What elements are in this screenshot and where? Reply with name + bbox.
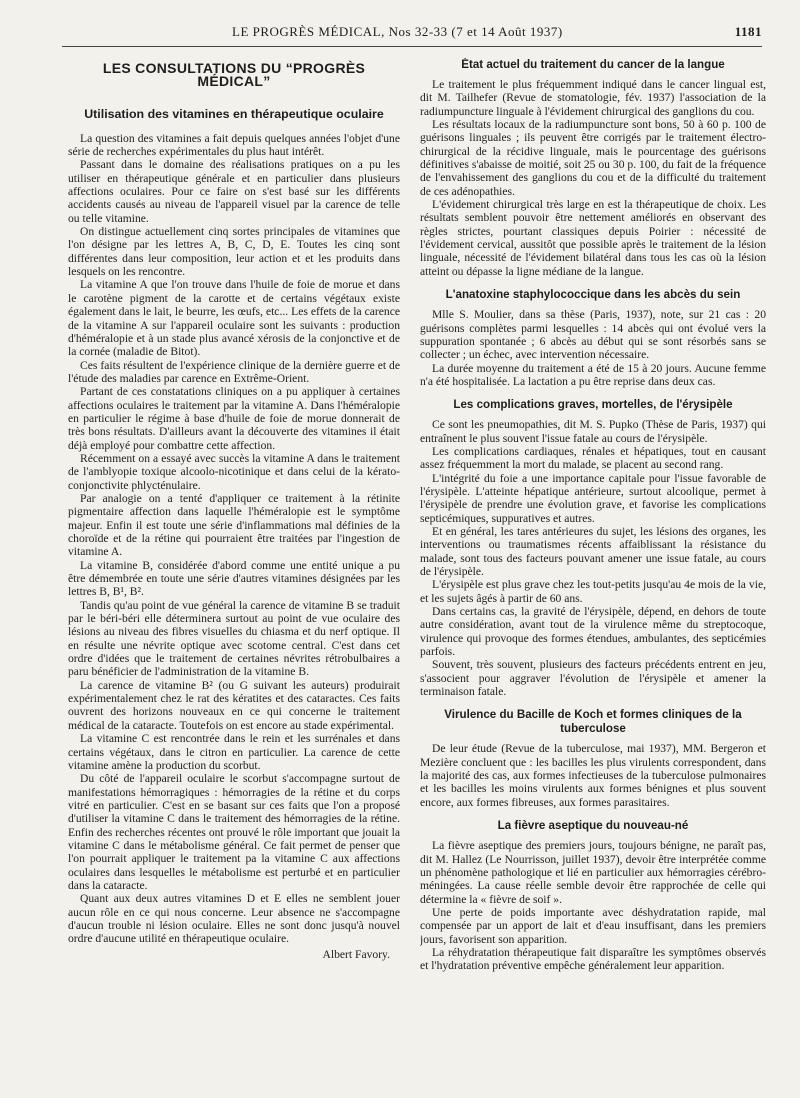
header-title: LE PROGRÈS MÉDICAL, Nos 32-33 (7 et 14 Août 1937) [232,24,563,39]
paragraph: Du côté de l'appareil oculaire le scorbut s'accompagne surtout de manifestations hémorragiques : hémorragies de la rétine et du corps vitré en particulier. C'est en se basant sur ces faits que l'on a proposé d'utiliser la vitamine C dans le traitement des hémorragies de la rétine. Enfin des recherches récentes ont prouvé le rôle important que jouait la vitamine C dans le métabolisme général. Ce fait permet de penser que l'on pourrait appliquer le traitement pa la vitamine C aux affections oculaires dans lesquelles le métabolisme est perturbé et en particulier dans la cataracte. [68,772,400,892]
paragraph: La réhydratation thérapeutique fait disparaître les symptômes observés et l'hydratation préventive empêche généralement leur apparition. [420,945,766,973]
paragraph: L'évidement chirurgical très large en est la thérapeutique de choix. Les résultats semblent pouvoir être nettement améliorés en observant des règles strictes, pourtant classiques depuis Poirier : nécessité de l'évidement cervical, aussitôt que possible après le traitement de la lésion linguale, nécessité de l'évidement bilatéral dans tous les cas où la lésion atteint ou dépasse la ligne médiane de la langue. [420,198,766,278]
paragraph: De leur étude (Revue de la tuberculose, mai 1937), MM. Bergeron et Mezière concluent que : les bacilles les plus virulents correspondent, dans la majorité des cas, aux formes infectieuses de la tuberculose pulmonaires et les bacilles les moins virulents aux formes bénignes et plus souvent encore, aux formes fibreuses, aux formes parasitaires. [420,742,766,809]
paragraph: La durée moyenne du traitement a été de 15 à 20 jours. Aucune femme n'a été hospitalisée. La lactation a pu être reprise dans deux cas. [420,361,766,388]
paragraph: Dans certains cas, la gravité de l'érysipèle, dépend, en dehors de toute autre considération, avant tout de la virulence même du streptocoque, virulence qui provoque des formes étendues, ambulantes, des septicémies parfois. [420,605,766,659]
paragraph: La vitamine A que l'on trouve dans l'huile de foie de morue et dans le carotène pigment de la carotte et de certains végétaux existe également dans le lait, le beurre, les œufs, etc... Les effets de la carence de la vitamine A sur l'appareil oculaire sont les suivants : production d'héméralopie et à un stade plus avancé xérosis de la conjonctive et de la cornée (maladie de Bitot). [68,278,400,359]
paragraph: Les complications cardiaques, rénales et hépatiques, tout en causant assez fréquemment la mort du malade, se placent au second rang. [420,444,766,472]
paragraph: Et en général, les tares antérieures du sujet, les lésions des organes, les interventions ou traumatismes récents affaiblissant la résistance du malade, sont tous des facteurs pouvant amener une issue fatale, au cours de l'érysipèle. [420,524,766,578]
article-title: Utilisation des vitamines en thérapeutique oculaire [84,106,384,121]
paragraph: La question des vitamines a fait depuis quelques années l'objet d'une série de recherches expérimentales du plus haut intérêt. [68,131,400,159]
paragraph: Par analogie on a tenté d'appliquer ce traitement à la rétinite pigmentaire affection dans laquelle l'héméralopie est le symptôme majeur. Enfin il est toute une série d'inflammations mal définies de la choroïde et de la rétine qui pourraient être traitées par l'ingestion de vitamine A. [68,491,400,559]
article-title: État actuel du traitement du cancer de la langue [461,58,725,71]
paragraph: Souvent, très souvent, plusieurs des facteurs précédents entrent en jeu, s'associent pour aggraver l'évolution de l'érysipèle et amener la terminaison fatale. [420,658,766,699]
article-title: L'anatoxine staphylococcique dans les abcès du sein [445,288,741,302]
paragraph: Récemment on a essayé avec succès la vitamine A dans le traitement de l'amblyopie toxique alcoolo-nicotinique et dans celui de la kérato-conjonctivite phlycténulaire. [68,451,400,492]
paragraph: La carence de vitamine B² (ou G suivant les auteurs) produirait expérimentalement chez le rat des kératites et des cataractes. Ces faits ouvrent des horizons nouveaux en ce qui concerne le traitement médical de la cataracte. Toutefois on est encore au stade expérimental. [68,678,400,732]
paragraph: Une perte de poids importante avec déshydratation rapide, mal compensée par un apport de lait et d'eau insuffisant, dans les premiers jours, favorisent son apparition. [420,905,766,946]
paragraph: L'érysipèle est plus grave chez les tout-petits jusqu'au 4e mois de la vie, et les sujets âgés à partir de 60 ans. [420,578,766,605]
right-column [420,58,766,1083]
author-signature: Albert Favory. [322,947,390,961]
paragraph: L'intégrité du foie a une importance capitale pour l'issue favorable de l'érysipèle. L'atteinte hépatique antérieure, surtout alcoolique, permet à l'érysipèle de prendre une évolution grave, et favorise les complications septicémiques, suppuratives et autres. [420,471,766,525]
paragraph: Quant aux deux autres vitamines D et E elles ne semblent jouer aucun rôle en ce qui nous concerne. Leur absence ne s'accompagne d'aucun trouble ni lésion oculaire. Elles ne sont donc jusqu'à nouvel ordre d'aucune utilité en thérapeutique oculaire. [68,892,400,946]
page-number: 1181 [734,24,762,39]
paragraph: Tandis qu'au point de vue général la carence de vitamine B se traduit par le béri-béri elle déterminera surtout au point de vue oculaire des lésions au niveau des fibres visuelles du chiasma et du nerf optique. Il en résulte une névrite optique avec scotome central. C'est dans cet ordre d'idées que le traitement de certaines névrites rétrobulbaires a paru bénéficier de l'administration de la vitamine B. [68,598,400,679]
left-column [68,58,400,1083]
paragraph: La vitamine B, considérée d'abord comme une entité unique a pu être démembrée en toute une série d'autres vitamines désignées par les lettres B, B¹, B². [68,558,400,599]
paragraph: La fièvre aseptique des premiers jours, toujours bénigne, ne paraît pas, dit M. Hallez (Le Nourrisson, juillet 1937), devoir être interprétée comme un phénomène pathologique et lié en particulier aux hémorragies cérébro-méningées. La cause réelle semble devoir être rapprochée de celle qui détermine la « fièvre de soif ». [420,839,766,906]
article-title: Les complications graves, mortelles, de l'érysipèle [453,398,733,412]
article-title: La fièvre aseptique du nouveau-né [497,819,689,833]
article-title: Virulence du Bacille de Koch et formes cliniques de la tuberculose [444,708,742,736]
paragraph: Mlle S. Moulier, dans sa thèse (Paris, 1937), note, sur 21 cas : 20 guérisons complètes parmi lesquelles : 14 abcès qui ont évolué vers la suppuration spontanée ; 6 abcès au début qui se sont résorbés sans se collecter ; un échec, avec intervention nécessaire. [420,308,766,362]
paragraph: Passant dans le domaine des réalisations pratiques on a pu les utiliser en thérapeutique générale et en particulier dans plusieurs affections oculaires. Pour ce faire on s'est basé sur les différents accidents causés au niveau de l'appareil visuel par la carence de telle ou telle vitamine. [68,158,400,225]
paragraph: Ces faits résultent de l'expérience clinique de la dernière guerre et de l'étude des maladies par carence en Extrême-Orient. [68,358,400,385]
section-title: LES CONSULTATIONS DU “PROGRÈS MÉDICAL” [102,60,366,90]
paragraph: Le traitement le plus fréquemment indiqué dans le cancer lingual est, dit M. Tailhefer (Revue de stomatologie, fév. 1937) l'association de la radiumpuncture linguale à l'évidement chirurgical des ganglions du cou. [420,78,766,118]
paragraph: On distingue actuellement cinq sortes principales de vitamines que l'on désigne par les lettres A, B, C, D, E. Toutes les cinq sont différentes dans leur composition, leur action et et les produits dans lesquels on les rencontre. [68,225,400,279]
paragraph: Les résultats locaux de la radiumpuncture sont bons, 50 à 60 p. 100 de guérisons linguales ; ils peuvent être corrigés par le traitement électro-chirurgical de la récidive linguale, mais le pourcentage des guérisons définitives s'abaisse de moitié, soit 25 ou 30 p. 100, du fait de la fréquence de l'envahissement des ganglions du cou et de la difficulté du traitement de ces adénopathies. [420,118,766,198]
running-header [62,20,762,47]
paragraph: Ce sont les pneumopathies, dit M. S. Pupko (Thèse de Paris, 1937) qui entraînent le plus souvent l'issue fatale au cours de l'érysipèle. [420,418,766,445]
paragraph: La vitamine C est rencontrée dans le rein et les surrénales et dans certains végétaux, dans le citron en particulier. La carence de cette vitamine amène la production du scorbut. [68,732,400,772]
paragraph: Partant de ces constatations cliniques on a pu appliquer à certaines affections oculaires le traitement par la vitamine A. Dans l'héméralopie en particulier le régime à base d'huile de foie de morue donnerait de très bons résultats. D'ailleurs avant la découverte des vitamines il était déjà employé pour combattre cette affection. [68,385,400,452]
